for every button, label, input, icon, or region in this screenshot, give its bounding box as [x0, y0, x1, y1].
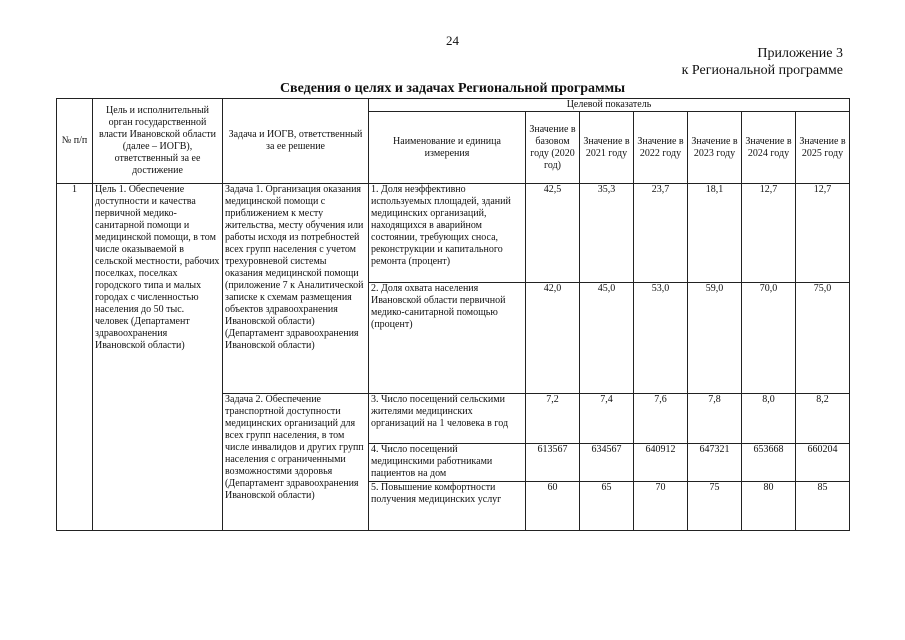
header-task: Задача и ИОГВ, ответственный за ее решение [223, 99, 369, 184]
goals-table [56, 98, 850, 531]
appendix-subtitle: к Региональной программе [681, 63, 843, 78]
page-number: 24 [446, 33, 459, 48]
value-2023: 647321 [688, 444, 742, 482]
header-name: Наименование и единица измерения [369, 112, 526, 184]
value-2025: 660204 [796, 444, 850, 482]
header-2025: Значение в 2025 году [796, 112, 850, 184]
header-goal: Цель и исполнительный орган государственной власти Ивановской области (далее – ИОГВ), ответственный за ее достижение [93, 99, 223, 184]
value-base: 42,5 [526, 184, 580, 283]
value-2022: 7,6 [634, 394, 688, 444]
header-2023: Значение в 2023 году [688, 112, 742, 184]
value-base: 613567 [526, 444, 580, 482]
value-2022: 70 [634, 482, 688, 531]
task-2-cell: Задача 2. Обеспечение транспортной доступности медицинских организаций для всех групп населения, в том числе инвалидов и других групп населения с ограниченными возможностями здоровья (Департамент здравоохранения Ивановской области) [223, 394, 369, 531]
value-2025: 12,7 [796, 184, 850, 283]
value-2024: 80 [742, 482, 796, 531]
value-2022: 53,0 [634, 283, 688, 394]
header-target: Целевой показатель [369, 99, 850, 112]
value-2023: 59,0 [688, 283, 742, 394]
value-base: 7,2 [526, 394, 580, 444]
value-2024: 8,0 [742, 394, 796, 444]
value-2023: 7,8 [688, 394, 742, 444]
task-1-cell: Задача 1. Организация оказания медицинской помощи с приближением к месту жительства, месту обучения или работы исходя из потребностей всех групп населения с учетом трехуровневой системы оказания медицинской помощи (приложение 7 к Аналитической записке к схемам размещения объектов здравоохранения Ивановской области) (Департамент здравоохранения Ивановской области) [223, 184, 369, 394]
document-title: Сведения о целях и задачах Региональной программы [279, 81, 626, 96]
value-2021: 7,4 [580, 394, 634, 444]
header-2021: Значение в 2021 году [580, 112, 634, 184]
header-2022: Значение в 2022 году [634, 112, 688, 184]
header-base: Значение в базовом году (2020 год) [526, 112, 580, 184]
appendix-label: Приложение 3 [757, 46, 843, 61]
row-num: 1 [57, 184, 93, 531]
table-row [57, 184, 850, 283]
indicator-name: 2. Доля охвата населения Ивановской области первичной медико-санитарной помощью (процент) [369, 283, 526, 394]
indicator-name: 1. Доля неэффективно используемых площадей, зданий медицинских организаций, находящихся в аварийном состоянии, требующих сноса, реконструкции и капитального ремонта (процент) [369, 184, 526, 283]
indicator-name: 4. Число посещений медицинскими работниками пациентов на дом [369, 444, 526, 482]
value-2021: 45,0 [580, 283, 634, 394]
value-2023: 18,1 [688, 184, 742, 283]
value-2024: 12,7 [742, 184, 796, 283]
value-base: 60 [526, 482, 580, 531]
value-2024: 70,0 [742, 283, 796, 394]
value-2021: 634567 [580, 444, 634, 482]
value-2022: 23,7 [634, 184, 688, 283]
indicator-name: 5. Повышение комфортности получения медицинских услуг [369, 482, 526, 531]
value-2025: 85 [796, 482, 850, 531]
value-2021: 35,3 [580, 184, 634, 283]
value-2025: 75,0 [796, 283, 850, 394]
header-num: № п/п [57, 99, 93, 184]
value-2024: 653668 [742, 444, 796, 482]
value-2023: 75 [688, 482, 742, 531]
header-2024: Значение в 2024 году [742, 112, 796, 184]
value-2022: 640912 [634, 444, 688, 482]
value-base: 42,0 [526, 283, 580, 394]
value-2021: 65 [580, 482, 634, 531]
indicator-name: 3. Число посещений сельскими жителями медицинских организаций на 1 человека в год [369, 394, 526, 444]
value-2025: 8,2 [796, 394, 850, 444]
goal-cell: Цель 1. Обеспечение доступности и качества первичной медико-санитарной помощи и медицинской помощи, в том числе оказываемой в сельской местности, рабочих поселках, поселках городского типа и малых городах с численностью населения до 50 тыс. человек (Департамент здравоохранения Ивановской области) [93, 184, 223, 531]
